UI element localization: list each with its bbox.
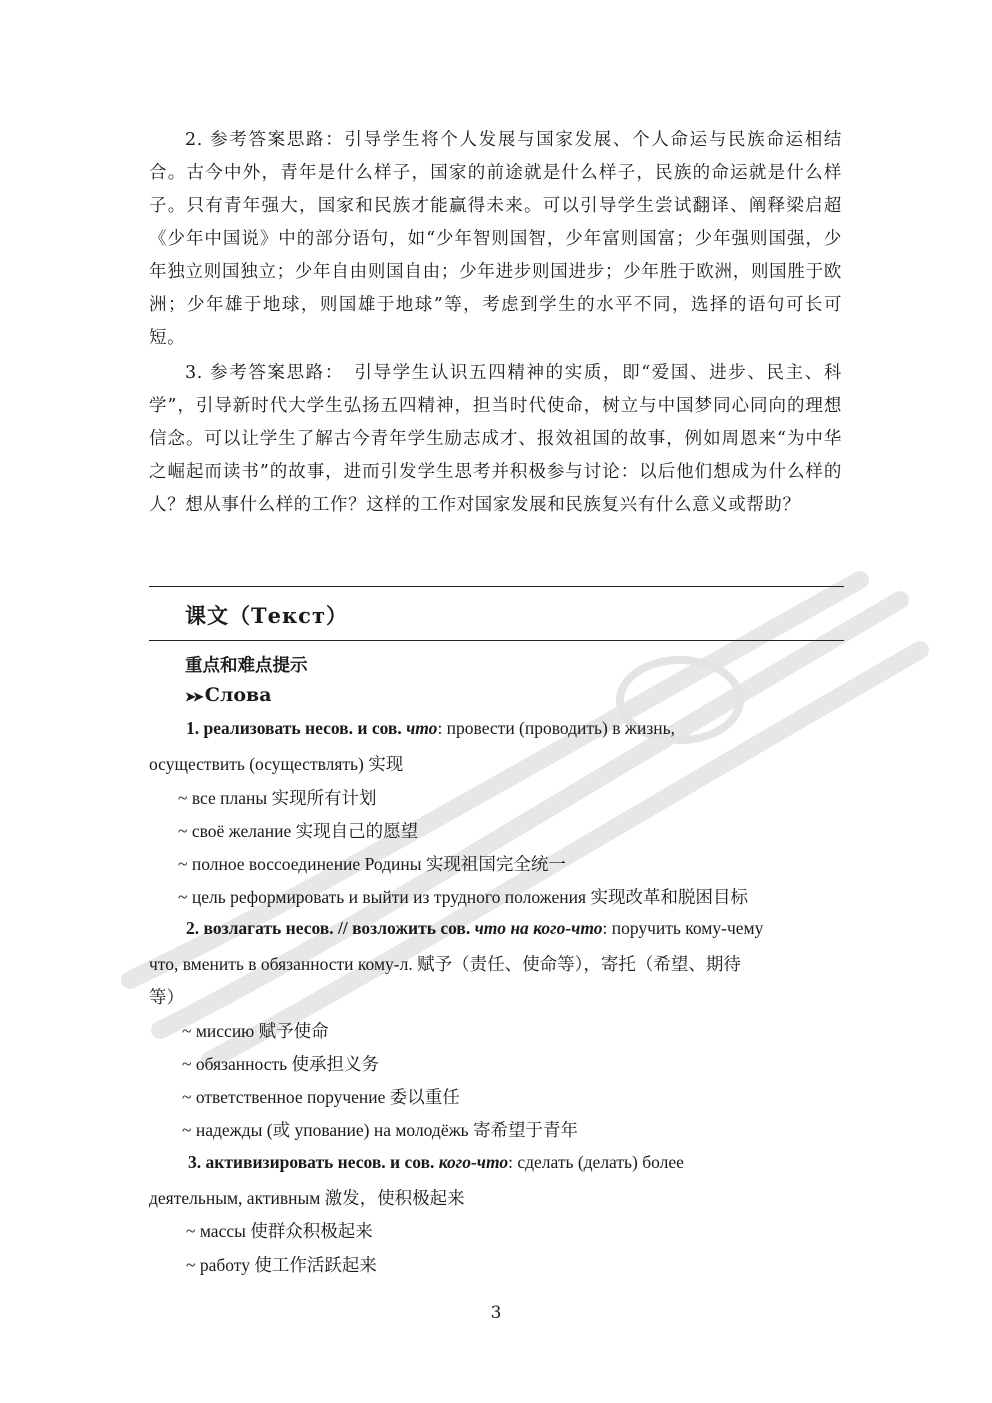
entry-2-example-3: ~ ответственное поручение 委以重任 xyxy=(182,1087,460,1107)
entry-3-example-2: ~ работу 使工作活跃起来 xyxy=(186,1255,377,1275)
section-bottom-rule xyxy=(149,640,844,641)
entry-1-head: 1. реализовать несов. и сов. что: провести (проводить) в жизнь, xyxy=(186,718,675,738)
section-title: 课文（Текст） xyxy=(185,603,348,628)
answer-2-paragraph: 2. 参考答案思路：引导学生将个人发展与国家发展、个人命运与民族命运相结合。古今中外，青年是什么样子，国家的前途就是什么样子，民族的命运就是什么样子。只有青年强大，国家和民族才能赢得未来。可以引导学生尝试翻译、阐释梁启超《少年中国说》中的部分语句，如“少年智则国智，少年富则国富；少年强则国强，少年独立则国独立；少年自由则国自由；少年进步则国进步；少年胜于欧洲，则国胜于欧洲；少年雄于地球，则国雄于地球”等，考虑到学生的水平不同，选择的语句可长可短。 xyxy=(149,130,842,348)
entry-2-definition-end: 等） xyxy=(149,987,184,1007)
entry-2-head: 2. возлагать несов. // возложить сов. что на кого-что: поручить кому-чему xyxy=(186,918,764,938)
entry-2-example-1: ~ миссию 赋予使命 xyxy=(182,1021,329,1041)
entry-1-example-3: ~ полное воссоединение Родины 实现祖国完全统一 xyxy=(178,854,566,874)
words-label: ➤➤ Слова xyxy=(185,684,272,706)
answer-3-paragraph: 3. 参考答案思路： 引导学生认识五四精神的实质，即“爱国、进步、民主、科学”，引导新时代大学生弘扬五四精神，担当时代使命，树立与中国梦同心同向的理想信念。可以让学生了解古今青年学生励志成才、报效祖国的故事，例如周恩来“为中华之崛起而读书”的故事，进而引发学生思考并积极参与讨论：以后他们想成为什么样的人？想从事什么样的工作？这样的工作对国家发展和民族复兴有什么意义或帮助？ xyxy=(149,363,842,515)
entry-3-definition: деятельным, активным 激发，使积极起来 xyxy=(149,1188,465,1208)
entry-2-example-4: ~ надежды (或 упование) на молодёжь 寄希望于青年 xyxy=(182,1120,579,1140)
entry-1-example-1: ~ все планы 实现所有计划 xyxy=(178,788,377,808)
entry-2-definition: что, вменить в обязанности кому-л. 赋予（责任、使命等），寄托（希望、期待 xyxy=(149,954,741,974)
entry-3-example-1: ~ массы 使群众积极起来 xyxy=(186,1221,373,1241)
entry-1-example-4: ~ цель реформировать и выйти из трудного положения 实现改革和脱困目标 xyxy=(178,887,748,907)
double-arrow-icon: ➤➤ xyxy=(185,690,201,705)
entry-1-example-2: ~ своё желание 实现自己的愿望 xyxy=(178,821,419,841)
section-top-rule xyxy=(149,586,844,587)
entry-2-example-2: ~ обязанность 使承担义务 xyxy=(182,1054,379,1074)
entry-1-definition: осуществить (осуществлять) 实现 xyxy=(149,754,404,774)
page-number: 3 xyxy=(490,1303,502,1323)
entry-3-head: 3. активизировать несов. и сов. кого-что: сделать (делать) более xyxy=(188,1152,684,1172)
section-subtitle: 重点和难点提示 xyxy=(185,656,308,676)
